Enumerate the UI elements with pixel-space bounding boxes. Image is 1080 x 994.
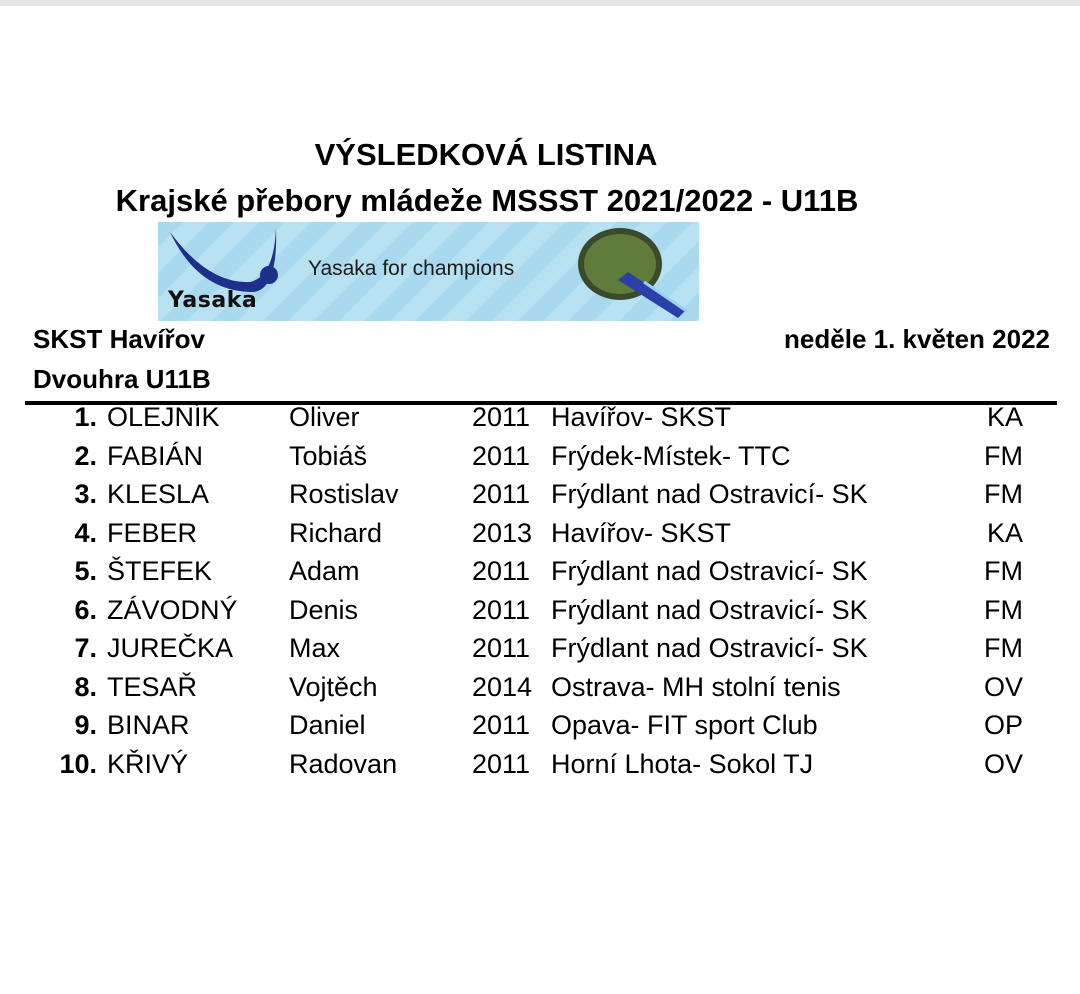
result-first-name: Vojtěch — [289, 671, 378, 702]
venue: SKST Havířov — [33, 324, 205, 354]
result-rank: 9. — [74, 710, 97, 740]
result-region: FM — [984, 440, 1023, 471]
event-name: Dvouhra U11B — [33, 364, 211, 394]
result-row — [0, 749, 1080, 788]
result-surname: FEBER — [107, 517, 198, 548]
result-row — [0, 710, 1080, 749]
result-region: FM — [984, 479, 1023, 509]
result-surname: KLESLA — [107, 479, 210, 509]
result-club: Frýdek-Místek- TTC — [551, 440, 791, 471]
result-surname: ZÁVODNÝ — [107, 594, 238, 625]
result-row — [0, 518, 1080, 557]
result-rank: 4. — [74, 517, 97, 548]
result-row — [0, 672, 1080, 711]
result-first-name: Rostislav — [289, 479, 399, 509]
document-title: VÝSLEDKOVÁ LISTINA — [314, 137, 658, 172]
result-birth-year: 2011 — [472, 594, 531, 625]
banner-slogan: Yasaka for champions — [308, 257, 515, 280]
top-border — [0, 0, 1080, 6]
result-row — [0, 479, 1080, 518]
result-surname: KŘIVÝ — [107, 748, 189, 779]
result-rank: 8. — [74, 671, 97, 702]
paddle-icon — [578, 228, 688, 318]
result-surname: OLEJNÍK — [107, 402, 220, 432]
result-club: Frýdlant nad Ostravicí- SK — [551, 633, 868, 663]
result-club: Ostrava- MH stolní tenis — [551, 671, 841, 702]
sponsor-banner — [158, 222, 699, 321]
result-region: FM — [984, 594, 1023, 625]
result-club: Opava- FIT sport Club — [551, 710, 818, 740]
document-subtitle: Krajské přebory mládeže MSSST 2021/2022 - U11B — [115, 183, 859, 218]
result-surname: BINAR — [107, 710, 190, 740]
result-row — [0, 441, 1080, 480]
result-birth-year: 2011 — [472, 402, 531, 432]
result-club: Frýdlant nad Ostravicí- SK — [551, 479, 868, 509]
result-region: FM — [984, 556, 1023, 586]
result-surname: TESAŘ — [107, 671, 198, 702]
result-rank: 2. — [74, 440, 97, 471]
result-region: OV — [983, 671, 1023, 702]
result-rank: 3. — [74, 479, 97, 509]
result-birth-year: 2011 — [472, 479, 531, 509]
result-region: KA — [986, 517, 1023, 548]
result-birth-year: 2011 — [472, 748, 531, 779]
result-rank: 10. — [59, 748, 97, 779]
result-region: OP — [983, 710, 1023, 740]
result-row — [0, 595, 1080, 634]
result-first-name: Adam — [289, 556, 360, 586]
result-first-name: Denis — [289, 594, 359, 625]
result-row — [0, 402, 1080, 441]
result-rank: 1. — [74, 402, 97, 432]
result-first-name: Radovan — [289, 748, 398, 779]
result-row — [0, 556, 1080, 595]
result-surname: ŠTEFEK — [107, 556, 213, 586]
result-birth-year: 2014 — [472, 671, 533, 702]
result-surname: FABIÁN — [107, 440, 204, 471]
result-row — [0, 633, 1080, 672]
result-birth-year: 2013 — [472, 517, 533, 548]
result-club: Havířov- SKST — [551, 402, 732, 432]
results-list — [0, 402, 1080, 787]
result-surname: JUREČKA — [107, 633, 234, 663]
result-club: Frýdlant nad Ostravicí- SK — [551, 556, 868, 586]
result-first-name: Tobiáš — [289, 440, 368, 471]
result-birth-year: 2011 — [472, 633, 531, 663]
result-club: Horní Lhota- Sokol TJ — [551, 748, 814, 779]
event-date: neděle 1. květen 2022 — [784, 324, 1050, 354]
result-birth-year: 2011 — [472, 556, 531, 586]
result-first-name: Max — [289, 633, 341, 663]
brand-name: Yasaka — [168, 288, 258, 313]
result-club: Frýdlant nad Ostravicí- SK — [551, 594, 868, 625]
result-birth-year: 2011 — [472, 440, 531, 471]
result-first-name: Richard — [289, 517, 383, 548]
result-club: Havířov- SKST — [551, 517, 732, 548]
result-birth-year: 2011 — [472, 710, 531, 740]
result-rank: 6. — [74, 594, 97, 625]
result-rank: 7. — [74, 633, 97, 663]
result-region: OV — [983, 748, 1023, 779]
result-first-name: Oliver — [289, 402, 360, 432]
result-rank: 5. — [74, 556, 97, 586]
result-region: KA — [986, 402, 1023, 432]
result-first-name: Daniel — [289, 710, 366, 740]
result-region: FM — [984, 633, 1023, 663]
